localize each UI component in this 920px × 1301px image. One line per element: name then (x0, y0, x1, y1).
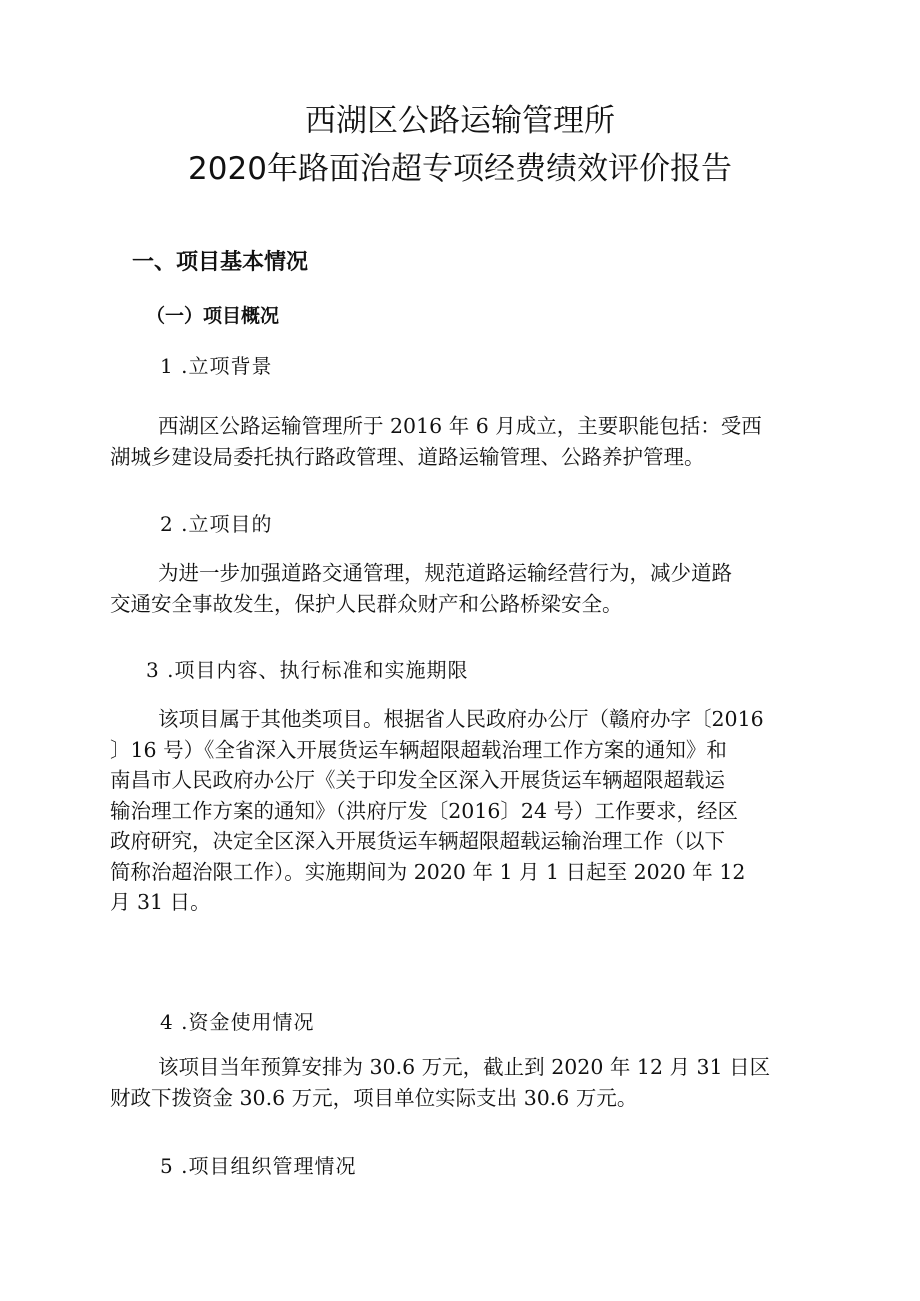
paragraph-fund-usage (110, 1052, 810, 1113)
paragraph-line: 该项目属于其他类项目。根据省人民政府办公厅（赣府办字〔2016 (158, 707, 764, 731)
item-heading-content-standards-period: 3 .项目内容、执行标准和实施期限 (146, 658, 469, 682)
paragraph-line: 输治理工作方案的通知》（洪府厅发〔2016〕24 号）工作要求，经区 (110, 798, 739, 823)
paragraph-purpose (110, 558, 810, 619)
paragraph-background (110, 411, 810, 472)
document-title-line-2: 2020年路面治超专项经费绩效评价报告 (188, 151, 732, 187)
item-heading-fund-usage: 4 .资金使用情况 (160, 1010, 315, 1034)
subsection-heading-project-overview: （一）项目概况 (146, 305, 280, 327)
paragraph-line: 西湖区公路运输管理所于 2016 年 6 月成立，主要职能包括：受西 (158, 414, 762, 438)
paragraph-line: 简称治超治限工作）。实施期间为 2020 年 1 月 1 日起至 2020 年 12 (110, 859, 746, 884)
paragraph-line: 为进一步加强道路交通管理，规范道路运输经营行为，减少道路 (158, 561, 732, 585)
item-heading-purpose: 2 .立项目的 (160, 512, 273, 536)
paragraph-line: 〕16 号）《全省深入开展货运车辆超限超载治理工作方案的通知》和 (110, 737, 727, 762)
document-title-line-1: 西湖区公路运输管理所 (305, 103, 615, 139)
paragraph-line: 财政下拨资金 30.6 万元，项目单位实际支出 30.6 万元。 (110, 1085, 638, 1110)
paragraph-line: 交通安全事故发生，保护人民群众财产和公路桥梁安全。 (110, 591, 623, 616)
item-heading-background: 1 .立项背景 (160, 354, 273, 378)
section-heading-project-basics: 一、项目基本情况 (132, 250, 309, 275)
paragraph-line: 月 31 日。 (110, 890, 211, 914)
paragraph-line: 南昌市人民政府办公厅《关于印发全区深入开展货运车辆超限超载运 (110, 768, 725, 792)
paragraph-line: 湖城乡建设局委托执行路政管理、道路运输管理、公路养护管理。 (110, 444, 705, 469)
paragraph-line: 政府研究，决定全区深入开展货运车辆超限超载运输治理工作（以下 (110, 829, 725, 853)
paragraph-line: 该项目当年预算安排为 30.6 万元，截止到 2020 年 12 月 31 日区 (158, 1055, 771, 1079)
item-heading-organization-management: 5 .项目组织管理情况 (160, 1154, 357, 1178)
paragraph-content-standards-period (110, 704, 810, 918)
